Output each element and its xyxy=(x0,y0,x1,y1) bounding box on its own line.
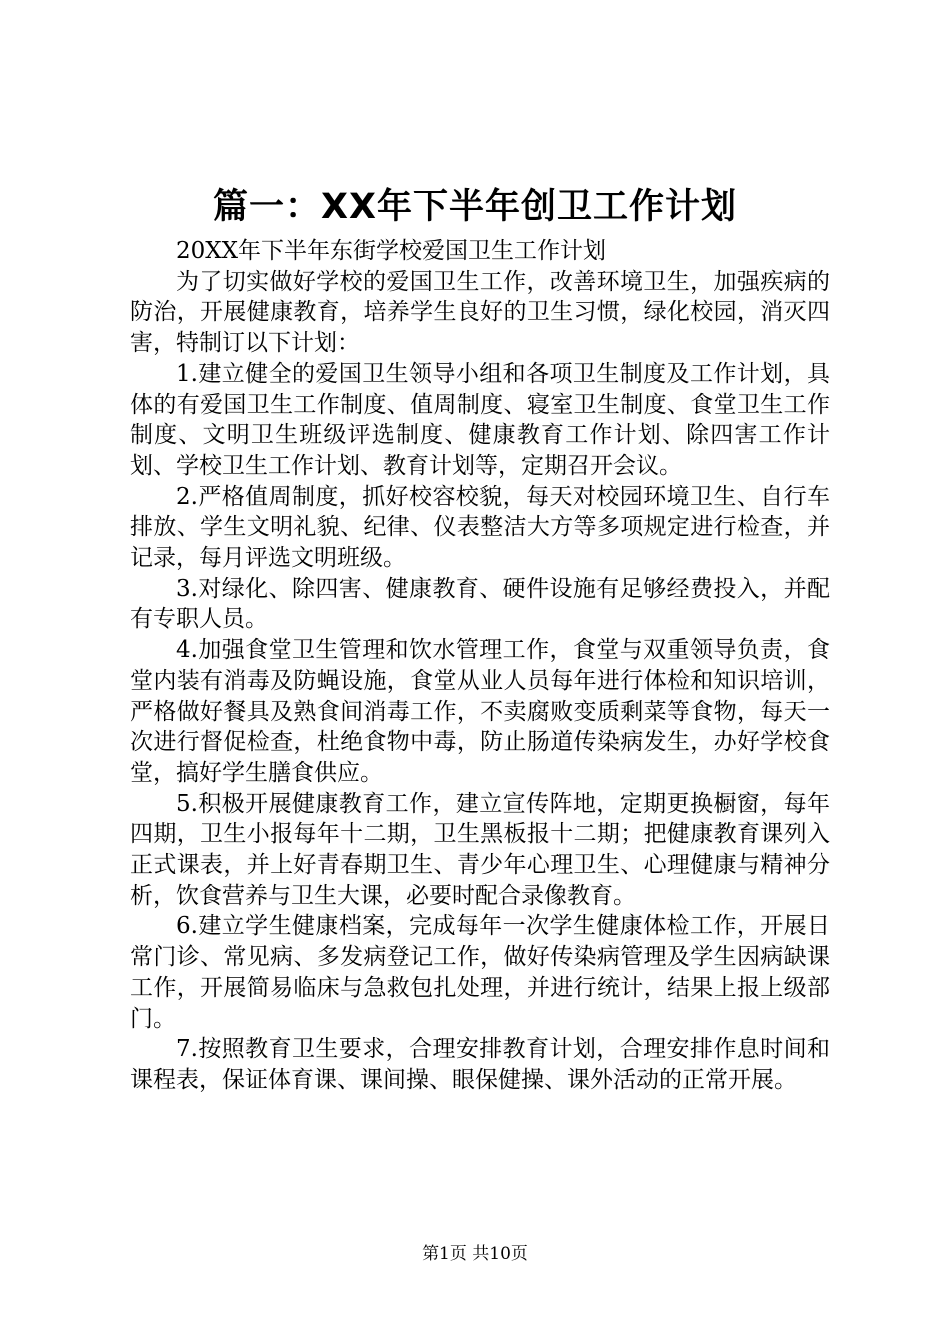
paragraph-item-6: 6.建立学生健康档案，完成每年一次学生健康体检工作，开展日常门诊、常见病、多发病登记工作，做好传染病管理及学生因病缺课工作，开展简易临床与急救包扎处理，并进行统计，结果上报上级部门。 xyxy=(130,913,830,1032)
document-body xyxy=(130,236,830,1096)
paragraph-item-1: 1.建立健全的爱国卫生领导小组和各项卫生制度及工作计划，具体的有爱国卫生工作制度、值周制度、寝室卫生制度、食堂卫生工作制度、文明卫生班级评选制度、健康教育工作计划、除四害工作计划、学校卫生工作计划、教育计划等，定期召开会议。 xyxy=(130,360,830,479)
page-number: 第1页 共10页 xyxy=(422,1244,528,1264)
paragraph-intro: 为了切实做好学校的爱国卫生工作，改善环境卫生，加强疾病的防治，开展健康教育，培养学生良好的卫生习惯，绿化校园，消灭四害，特制订以下计划： xyxy=(130,268,830,357)
paragraph-item-2: 2.严格值周制度，抓好校容校貌，每天对校园环境卫生、自行车排放、学生文明礼貌、纪律、仪表整洁大方等多项规定进行检查，并记录，每月评选文明班级。 xyxy=(130,483,830,572)
document-subtitle: 20XX年下半年东街学校爱国卫生工作计划 xyxy=(176,238,607,264)
paragraph-item-3: 3.对绿化、除四害、健康教育、硬件设施有足够经费投入，并配有专职人员。 xyxy=(130,575,830,633)
paragraph-item-4: 4.加强食堂卫生管理和饮水管理工作，食堂与双重领导负责，食堂内装有消毒及防蝇设施，食堂从业人员每年进行体检和知识培训，严格做好餐具及熟食间消毒工作，不卖腐败变质剩菜等食物，每天一次进行督促检查，杜绝食物中毒，防止肠道传染病发生，办好学校食堂，搞好学生膳食供应。 xyxy=(130,637,830,786)
paragraph-item-7: 7.按照教育卫生要求，合理安排教育计划，合理安排作息时间和课程表，保证体育课、课间操、眼保健操、课外活动的正常开展。 xyxy=(130,1036,830,1093)
document-title: 篇一：XX年下半年创卫工作计划 xyxy=(213,187,737,227)
paragraph-item-5: 5.积极开展健康教育工作，建立宣传阵地，定期更换橱窗，每年四期，卫生小报每年十二期，卫生黑板报十二期；把健康教育课列入正式课表，并上好青春期卫生、青少年心理卫生、心理健康与精神分析，饮食营养与卫生大课，必要时配合录像教育。 xyxy=(130,790,830,909)
